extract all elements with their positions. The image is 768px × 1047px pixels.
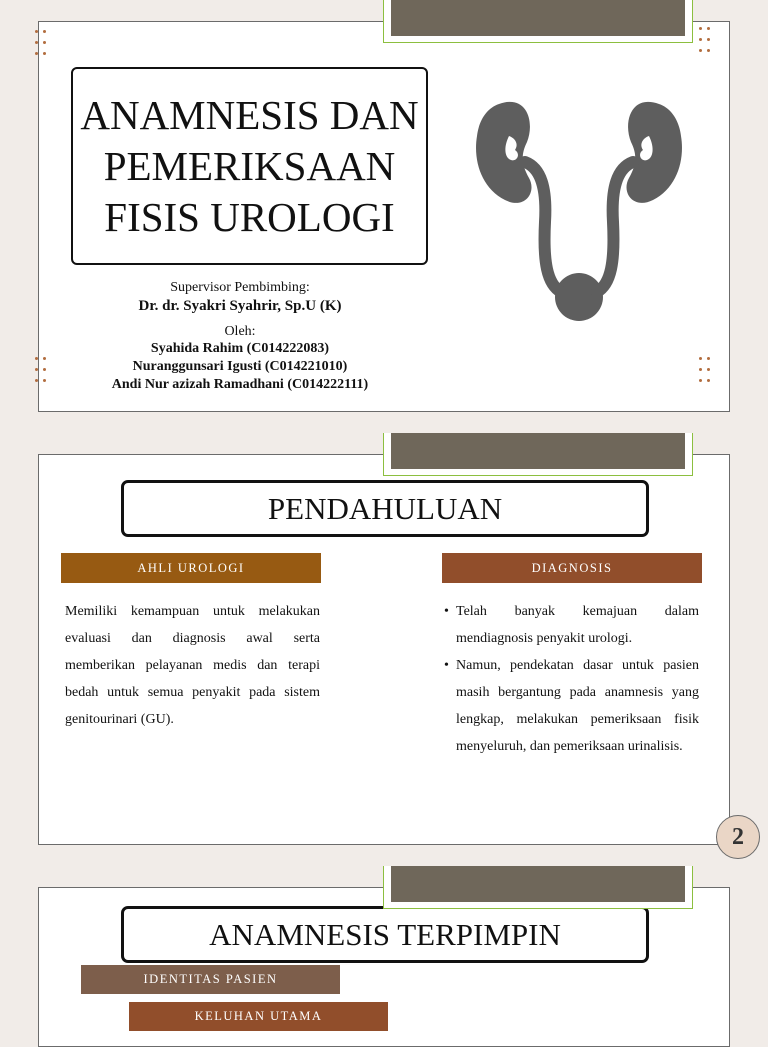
slide-tab-decoration (383, 433, 693, 476)
section-title-box (121, 906, 649, 963)
slide-tab-decoration (383, 866, 693, 909)
bullet-item: • Telah banyak kemajuan dalam mendiagnosis penyakit urologi. (444, 598, 699, 652)
author-3: Andi Nur azizah Ramadhani (C014222111) (111, 377, 369, 392)
dot-grid-decoration (35, 30, 51, 60)
slide-pendahuluan (38, 454, 730, 845)
section-title-box (121, 480, 649, 537)
page-number-badge: 2 (716, 815, 760, 859)
bullet-item: • Namun, pendekatan dasar untuk pasien masih bergantung pada anamnesis yang lengkap, melakukan pemeriksaan fisik menyeluruh, dan pemeriksaan urinalisis. (444, 652, 699, 760)
by-label: Oleh: (224, 324, 256, 339)
slide-tab-decoration (383, 0, 693, 43)
author-1: Syahida Rahim (C014222083) (150, 341, 330, 356)
supervisor-name: Dr. dr. Syakri Syahrir, Sp.U (K) (138, 298, 342, 314)
label-ahli-urologi: AHLI UROLOGI (61, 553, 321, 583)
label-diagnosis: DIAGNOSIS (442, 553, 702, 583)
slide-title (38, 21, 730, 412)
author-2: Nuranggunsari Igusti (C014221010) (132, 359, 348, 374)
supervisor-label: Supervisor Pembimbing: (170, 280, 310, 295)
dot-grid-decoration (699, 357, 715, 387)
slide-anamnesis-terpimpin (38, 887, 730, 1047)
dot-grid-decoration (35, 357, 51, 387)
credits (59, 280, 421, 394)
item-identitas-pasien: IDENTITAS PASIEN (81, 965, 340, 994)
section-title: ANAMNESIS TERPIMPIN (209, 916, 561, 952)
presentation-title: ANAMNESIS DAN PEMERIKSAAN FISIS UROLOGI (80, 91, 419, 240)
diagnosis-bullets (444, 598, 699, 760)
ahli-urologi-text: Memiliki kemampuan untuk melakukan evaluasi dan diagnosis awal serta memberikan pelayanan medis dan terapi bedah untuk semua penyakit pada sistem genitourinari (GU). (65, 604, 320, 727)
section-title: PENDAHULUAN (267, 490, 503, 526)
kidney-urinary-system-icon (469, 92, 689, 332)
item-keluhan-utama: KELUHAN UTAMA (129, 1002, 388, 1031)
dot-grid-decoration (699, 27, 715, 57)
title-box (71, 67, 428, 265)
